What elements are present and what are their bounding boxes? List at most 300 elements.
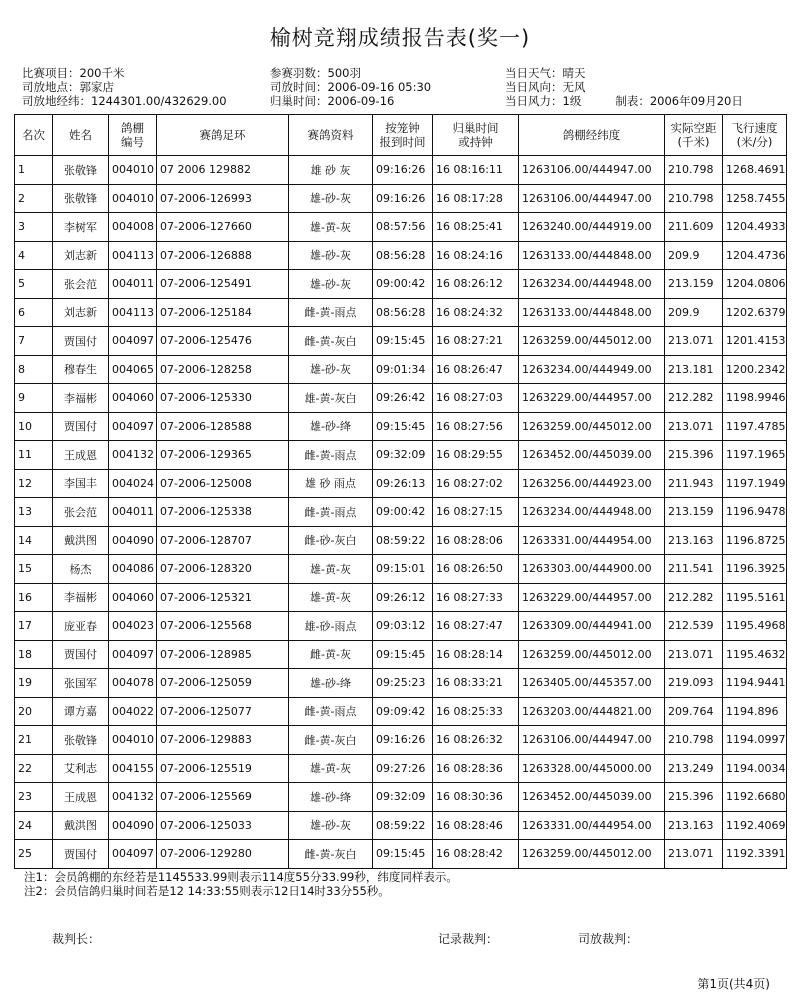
cell-loft-coords: 1263234.00/444948.00	[519, 270, 665, 299]
cell-distance: 213.071	[665, 840, 723, 869]
cell-distance: 210.798	[665, 184, 723, 213]
cell-speed: 1268.4691	[723, 156, 787, 185]
column-header-distance: 实际空距 (千米)	[665, 115, 723, 156]
release-judge-label: 司放裁判：	[578, 932, 639, 946]
cell-name: 贾国付	[53, 412, 109, 441]
cell-pigeon-info: 雄 砂 灰	[289, 156, 373, 185]
meta-left	[22, 66, 227, 108]
cell-rank: 25	[15, 840, 53, 869]
cell-speed: 1195.4632	[723, 640, 787, 669]
cell-ring-number: 07-2006-125184	[157, 298, 289, 327]
cell-loft-coords: 1263256.00/444923.00	[519, 469, 665, 498]
table-row	[15, 555, 787, 584]
cell-distance: 212.282	[665, 384, 723, 413]
cell-ring-number: 07-2006-127660	[157, 213, 289, 242]
cell-speed: 1198.9946	[723, 384, 787, 413]
cell-name: 李福彬	[53, 384, 109, 413]
cell-speed: 1258.7455	[723, 184, 787, 213]
cell-return-time: 16 08:28:36	[433, 754, 519, 783]
cell-ring-number: 07-2006-125519	[157, 754, 289, 783]
cell-pigeon-info: 雌-黄-雨点	[289, 498, 373, 527]
cell-loft-id: 004011	[109, 270, 157, 299]
cell-loft-id: 004078	[109, 669, 157, 698]
cell-distance: 211.541	[665, 555, 723, 584]
table-row	[15, 669, 787, 698]
cell-loft-id: 004097	[109, 640, 157, 669]
cell-rank: 18	[15, 640, 53, 669]
cell-loft-id: 004132	[109, 783, 157, 812]
cell-name: 李树军	[53, 213, 109, 242]
cell-name: 贾国付	[53, 640, 109, 669]
release-site: 司放地点：郭家店	[22, 80, 114, 94]
cell-speed: 1194.0034	[723, 754, 787, 783]
cell-name: 杨杰	[53, 555, 109, 584]
made-date: 制表：2006年09月20日	[615, 94, 743, 108]
cell-loft-coords: 1263303.00/444900.00	[519, 555, 665, 584]
column-header-loft-id: 鸽棚 编号	[109, 115, 157, 156]
cell-loft-coords: 1263452.00/445039.00	[519, 441, 665, 470]
cell-name: 李福彬	[53, 583, 109, 612]
cell-rank: 8	[15, 355, 53, 384]
table-body	[15, 156, 787, 869]
table-row	[15, 156, 787, 185]
cell-clock-time: 09:32:09	[373, 783, 433, 812]
cell-speed: 1197.1949	[723, 469, 787, 498]
cell-loft-coords: 1263331.00/444954.00	[519, 811, 665, 840]
cell-clock-time: 09:15:45	[373, 412, 433, 441]
cell-loft-id: 004090	[109, 811, 157, 840]
cell-return-time: 16 08:17:28	[433, 184, 519, 213]
cell-loft-coords: 1263106.00/444947.00	[519, 156, 665, 185]
cell-return-time: 16 08:33:21	[433, 669, 519, 698]
cell-return-time: 16 08:26:32	[433, 726, 519, 755]
cell-return-time: 16 08:27:21	[433, 327, 519, 356]
cell-loft-coords: 1263309.00/444941.00	[519, 612, 665, 641]
cell-return-time: 16 08:24:16	[433, 241, 519, 270]
participants: 参赛羽数：500羽	[270, 66, 361, 80]
cell-return-time: 16 08:26:50	[433, 555, 519, 584]
cell-clock-time: 09:27:26	[373, 754, 433, 783]
table-row	[15, 754, 787, 783]
cell-rank: 14	[15, 526, 53, 555]
table-row	[15, 213, 787, 242]
cell-ring-number: 07-2006-125321	[157, 583, 289, 612]
column-header-clock-time: 按笼钟 报到时间	[373, 115, 433, 156]
cell-speed: 1192.3391	[723, 840, 787, 869]
cell-distance: 210.798	[665, 726, 723, 755]
cell-rank: 17	[15, 612, 53, 641]
cell-pigeon-info: 雌-黄-灰白	[289, 327, 373, 356]
cell-rank: 19	[15, 669, 53, 698]
cell-ring-number: 07-2006-129280	[157, 840, 289, 869]
table-row	[15, 726, 787, 755]
cell-return-time: 16 08:26:12	[433, 270, 519, 299]
cell-ring-number: 07-2006-125338	[157, 498, 289, 527]
column-header-return-time: 归巢时间 或持钟	[433, 115, 519, 156]
cell-speed: 1194.9441	[723, 669, 787, 698]
cell-pigeon-info: 雄-黄-灰	[289, 555, 373, 584]
column-header-pigeon-info: 赛鸽资料	[289, 115, 373, 156]
cell-clock-time: 08:56:28	[373, 298, 433, 327]
table-row	[15, 412, 787, 441]
cell-return-time: 16 08:27:02	[433, 469, 519, 498]
cell-loft-id: 004086	[109, 555, 157, 584]
release-coords: 司放地经纬：1244301.00/432629.00	[22, 94, 227, 108]
cell-return-time: 16 08:29:55	[433, 441, 519, 470]
cell-clock-time: 08:57:56	[373, 213, 433, 242]
cell-pigeon-info: 雄-黄-灰	[289, 754, 373, 783]
cell-loft-id: 004065	[109, 355, 157, 384]
cell-distance: 209.9	[665, 298, 723, 327]
cell-clock-time: 09:26:12	[373, 583, 433, 612]
cell-return-time: 16 08:25:33	[433, 697, 519, 726]
cell-ring-number: 07-2006-125330	[157, 384, 289, 413]
cell-clock-time: 09:16:26	[373, 156, 433, 185]
cell-distance: 213.163	[665, 526, 723, 555]
cell-pigeon-info: 雌-砂-灰白	[289, 526, 373, 555]
cell-rank: 3	[15, 213, 53, 242]
table-row	[15, 441, 787, 470]
table-row	[15, 327, 787, 356]
cell-pigeon-info: 雄-砂-雨点	[289, 612, 373, 641]
table-row	[15, 270, 787, 299]
cell-ring-number: 07-2006-125491	[157, 270, 289, 299]
cell-speed: 1195.5161	[723, 583, 787, 612]
cell-ring-number: 07-2006-125569	[157, 783, 289, 812]
cell-rank: 2	[15, 184, 53, 213]
cell-speed: 1201.4153	[723, 327, 787, 356]
cell-loft-coords: 1263240.00/444919.00	[519, 213, 665, 242]
cell-rank: 10	[15, 412, 53, 441]
cell-rank: 6	[15, 298, 53, 327]
cell-clock-time: 09:00:42	[373, 498, 433, 527]
cell-ring-number: 07 2006 129882	[157, 156, 289, 185]
cell-speed: 1197.1965	[723, 441, 787, 470]
results-table	[14, 114, 787, 869]
cell-pigeon-info: 雌-黄-灰白	[289, 726, 373, 755]
page-indicator: 第1页(共4页)	[697, 977, 770, 991]
cell-rank: 22	[15, 754, 53, 783]
cell-return-time: 16 08:16:11	[433, 156, 519, 185]
table-row	[15, 640, 787, 669]
notes	[24, 870, 458, 898]
cell-loft-id: 004155	[109, 754, 157, 783]
cell-speed: 1196.3925	[723, 555, 787, 584]
cell-ring-number: 07-2006-128985	[157, 640, 289, 669]
cell-clock-time: 09:15:45	[373, 840, 433, 869]
report-title: 榆树竞翔成绩报告表(奖一)	[269, 26, 531, 50]
cell-pigeon-info: 雌-黄-雨点	[289, 441, 373, 470]
cell-clock-time: 08:56:28	[373, 241, 433, 270]
cell-return-time: 16 08:27:15	[433, 498, 519, 527]
cell-pigeon-info: 雄-砂-灰	[289, 241, 373, 270]
cell-ring-number: 07-2006-126993	[157, 184, 289, 213]
cell-ring-number: 07-2006-125568	[157, 612, 289, 641]
cell-speed: 1192.4069	[723, 811, 787, 840]
cell-loft-id: 004113	[109, 298, 157, 327]
table-row	[15, 583, 787, 612]
cell-pigeon-info: 雌-黄-雨点	[289, 697, 373, 726]
release-time: 司放时间：2006-09-16 05:30	[270, 80, 432, 94]
cell-distance: 213.249	[665, 754, 723, 783]
cell-speed: 1194.896	[723, 697, 787, 726]
cell-pigeon-info: 雄-砂-绛	[289, 669, 373, 698]
cell-name: 张国军	[53, 669, 109, 698]
table-row	[15, 498, 787, 527]
cell-distance: 209.9	[665, 241, 723, 270]
cell-distance: 209.764	[665, 697, 723, 726]
cell-loft-id: 004097	[109, 840, 157, 869]
cell-pigeon-info: 雌-黄-灰白	[289, 840, 373, 869]
cell-return-time: 16 08:27:47	[433, 612, 519, 641]
cell-return-time: 16 08:28:42	[433, 840, 519, 869]
column-header-speed: 飞行速度 (米/分)	[723, 115, 787, 156]
cell-rank: 16	[15, 583, 53, 612]
cell-clock-time: 09:16:26	[373, 726, 433, 755]
cell-loft-coords: 1263452.00/445039.00	[519, 783, 665, 812]
cell-name: 戴洪图	[53, 526, 109, 555]
cell-rank: 24	[15, 811, 53, 840]
cell-loft-coords: 1263229.00/444957.00	[519, 384, 665, 413]
cell-clock-time: 09:25:23	[373, 669, 433, 698]
cell-speed: 1196.9478	[723, 498, 787, 527]
cell-loft-coords: 1263234.00/444948.00	[519, 498, 665, 527]
cell-return-time: 16 08:24:32	[433, 298, 519, 327]
cell-return-time: 16 08:28:46	[433, 811, 519, 840]
cell-distance: 213.071	[665, 412, 723, 441]
cell-rank: 11	[15, 441, 53, 470]
cell-pigeon-info: 雄-砂-绛	[289, 412, 373, 441]
cell-rank: 9	[15, 384, 53, 413]
meta-middle	[270, 66, 431, 108]
cell-pigeon-info: 雄 砂 雨点	[289, 469, 373, 498]
cell-pigeon-info: 雄-砂-灰	[289, 355, 373, 384]
cell-name: 刘志新	[53, 241, 109, 270]
table-row	[15, 241, 787, 270]
cell-ring-number: 07-2006-125008	[157, 469, 289, 498]
cell-speed: 1204.0806	[723, 270, 787, 299]
cell-loft-coords: 1263234.00/444949.00	[519, 355, 665, 384]
cell-return-time: 16 08:28:06	[433, 526, 519, 555]
table-row	[15, 811, 787, 840]
cell-pigeon-info: 雄-砂-灰	[289, 184, 373, 213]
cell-name: 张敬锋	[53, 156, 109, 185]
cell-rank: 7	[15, 327, 53, 356]
cell-ring-number: 07-2006-129883	[157, 726, 289, 755]
cell-distance: 212.539	[665, 612, 723, 641]
cell-pigeon-info: 雄-黄-灰	[289, 583, 373, 612]
cell-speed: 1200.2342	[723, 355, 787, 384]
cell-name: 张敬锋	[53, 184, 109, 213]
cell-distance: 213.181	[665, 355, 723, 384]
cell-ring-number: 07-2006-129365	[157, 441, 289, 470]
cell-loft-id: 004008	[109, 213, 157, 242]
table-row	[15, 355, 787, 384]
cell-return-time: 16 08:27:33	[433, 583, 519, 612]
cell-name: 贾国付	[53, 840, 109, 869]
cell-distance: 213.163	[665, 811, 723, 840]
table-row	[15, 526, 787, 555]
cell-loft-id: 004113	[109, 241, 157, 270]
column-header-name: 姓名	[53, 115, 109, 156]
cell-ring-number: 07-2006-125077	[157, 697, 289, 726]
cell-rank: 4	[15, 241, 53, 270]
cell-pigeon-info: 雄-砂-灰	[289, 270, 373, 299]
cell-ring-number: 07-2006-128707	[157, 526, 289, 555]
cell-clock-time: 09:15:45	[373, 327, 433, 356]
table-row	[15, 469, 787, 498]
cell-name: 穆春生	[53, 355, 109, 384]
cell-ring-number: 07-2006-126888	[157, 241, 289, 270]
cell-speed: 1195.4968	[723, 612, 787, 641]
cell-return-time: 16 08:25:41	[433, 213, 519, 242]
column-header-rank: 名次	[15, 115, 53, 156]
cell-loft-coords: 1263106.00/444947.00	[519, 184, 665, 213]
cell-loft-coords: 1263229.00/444957.00	[519, 583, 665, 612]
cell-clock-time: 09:15:45	[373, 640, 433, 669]
cell-rank: 1	[15, 156, 53, 185]
cell-loft-id: 004010	[109, 156, 157, 185]
cell-ring-number: 07-2006-128258	[157, 355, 289, 384]
cell-loft-id: 004024	[109, 469, 157, 498]
cell-pigeon-info: 雄-黄-灰白	[289, 384, 373, 413]
cell-return-time: 16 08:30:36	[433, 783, 519, 812]
cell-name: 李国丰	[53, 469, 109, 498]
wind-force: 当日风力：1级	[505, 94, 582, 108]
cell-loft-coords: 1263203.00/444821.00	[519, 697, 665, 726]
cell-clock-time: 09:26:13	[373, 469, 433, 498]
cell-distance: 213.071	[665, 327, 723, 356]
cell-rank: 13	[15, 498, 53, 527]
cell-speed: 1192.6680	[723, 783, 787, 812]
cell-ring-number: 07-2006-128588	[157, 412, 289, 441]
cell-name: 谭方嘉	[53, 697, 109, 726]
cell-distance: 211.943	[665, 469, 723, 498]
return-date: 归巢时间：2006-09-16	[270, 94, 395, 108]
cell-distance: 213.159	[665, 498, 723, 527]
cell-ring-number: 07-2006-125476	[157, 327, 289, 356]
cell-clock-time: 09:15:01	[373, 555, 433, 584]
cell-name: 张敬锋	[53, 726, 109, 755]
cell-clock-time: 09:16:26	[373, 184, 433, 213]
cell-clock-time: 09:26:42	[373, 384, 433, 413]
cell-distance: 212.282	[665, 583, 723, 612]
cell-clock-time: 09:09:42	[373, 697, 433, 726]
cell-name: 刘志新	[53, 298, 109, 327]
cell-loft-coords: 1263259.00/445012.00	[519, 640, 665, 669]
cell-return-time: 16 08:26:47	[433, 355, 519, 384]
cell-rank: 15	[15, 555, 53, 584]
cell-loft-id: 004060	[109, 384, 157, 413]
cell-ring-number: 07-2006-128320	[157, 555, 289, 584]
cell-distance: 215.396	[665, 783, 723, 812]
cell-loft-id: 004060	[109, 583, 157, 612]
cell-name: 庞亚春	[53, 612, 109, 641]
race-project: 比赛项目：200千米	[22, 66, 125, 80]
cell-pigeon-info: 雄-砂-灰	[289, 811, 373, 840]
cell-name: 艾利志	[53, 754, 109, 783]
cell-pigeon-info: 雌-黄-雨点	[289, 298, 373, 327]
table-row	[15, 840, 787, 869]
cell-loft-coords: 1263259.00/445012.00	[519, 327, 665, 356]
chief-judge-label: 裁判长：	[52, 932, 101, 946]
cell-clock-time: 09:01:34	[373, 355, 433, 384]
cell-loft-id: 004090	[109, 526, 157, 555]
cell-pigeon-info: 雄-黄-灰	[289, 213, 373, 242]
cell-loft-coords: 1263259.00/445012.00	[519, 840, 665, 869]
cell-rank: 23	[15, 783, 53, 812]
cell-clock-time: 08:59:22	[373, 811, 433, 840]
cell-clock-time: 09:32:09	[373, 441, 433, 470]
cell-loft-id: 004022	[109, 697, 157, 726]
cell-distance: 215.396	[665, 441, 723, 470]
note-2: 注2：会员信鸽归巢时间若是12 14:33:55则表示12日14时33分55秒。	[24, 884, 390, 898]
cell-loft-id: 004097	[109, 412, 157, 441]
cell-speed: 1197.4785	[723, 412, 787, 441]
cell-name: 王成恩	[53, 441, 109, 470]
table-row	[15, 384, 787, 413]
cell-loft-coords: 1263106.00/444947.00	[519, 726, 665, 755]
meta-right	[505, 66, 743, 108]
cell-loft-coords: 1263133.00/444848.00	[519, 298, 665, 327]
cell-distance: 211.609	[665, 213, 723, 242]
cell-loft-coords: 1263259.00/445012.00	[519, 412, 665, 441]
cell-name: 贾国付	[53, 327, 109, 356]
cell-rank: 20	[15, 697, 53, 726]
cell-loft-id: 004011	[109, 498, 157, 527]
cell-loft-coords: 1263405.00/445357.00	[519, 669, 665, 698]
cell-loft-coords: 1263328.00/445000.00	[519, 754, 665, 783]
cell-clock-time: 09:03:12	[373, 612, 433, 641]
cell-loft-id: 004010	[109, 184, 157, 213]
cell-loft-id: 004010	[109, 726, 157, 755]
cell-return-time: 16 08:27:03	[433, 384, 519, 413]
cell-pigeon-info: 雌-黄-灰	[289, 640, 373, 669]
note-1: 注1：会员鸽棚的东经若是1145533.99则表示114度55分33.99秒，纬度同样表示。	[24, 870, 458, 884]
cell-rank: 12	[15, 469, 53, 498]
cell-rank: 5	[15, 270, 53, 299]
cell-speed: 1196.8725	[723, 526, 787, 555]
cell-clock-time: 08:59:22	[373, 526, 433, 555]
cell-clock-time: 09:00:42	[373, 270, 433, 299]
cell-name: 张会范	[53, 270, 109, 299]
weather: 当日天气：晴天	[505, 66, 586, 80]
cell-distance: 213.071	[665, 640, 723, 669]
cell-loft-coords: 1263133.00/444848.00	[519, 241, 665, 270]
column-header-ring-number: 赛鸽足环	[157, 115, 289, 156]
table-row	[15, 298, 787, 327]
cell-ring-number: 07-2006-125033	[157, 811, 289, 840]
cell-distance: 213.159	[665, 270, 723, 299]
cell-return-time: 16 08:27:56	[433, 412, 519, 441]
table-row	[15, 184, 787, 213]
recorder-judge-label: 记录裁判：	[438, 932, 499, 946]
wind-direction: 当日风向：无风	[505, 80, 586, 94]
cell-speed: 1204.4736	[723, 241, 787, 270]
cell-return-time: 16 08:28:14	[433, 640, 519, 669]
cell-rank: 21	[15, 726, 53, 755]
table-header-row	[15, 115, 787, 156]
cell-distance: 210.798	[665, 156, 723, 185]
cell-name: 戴洪图	[53, 811, 109, 840]
cell-name: 张会范	[53, 498, 109, 527]
table-row	[15, 783, 787, 812]
cell-loft-id: 004097	[109, 327, 157, 356]
cell-name: 王成恩	[53, 783, 109, 812]
cell-speed: 1202.6379	[723, 298, 787, 327]
table-row	[15, 612, 787, 641]
cell-loft-coords: 1263331.00/444954.00	[519, 526, 665, 555]
